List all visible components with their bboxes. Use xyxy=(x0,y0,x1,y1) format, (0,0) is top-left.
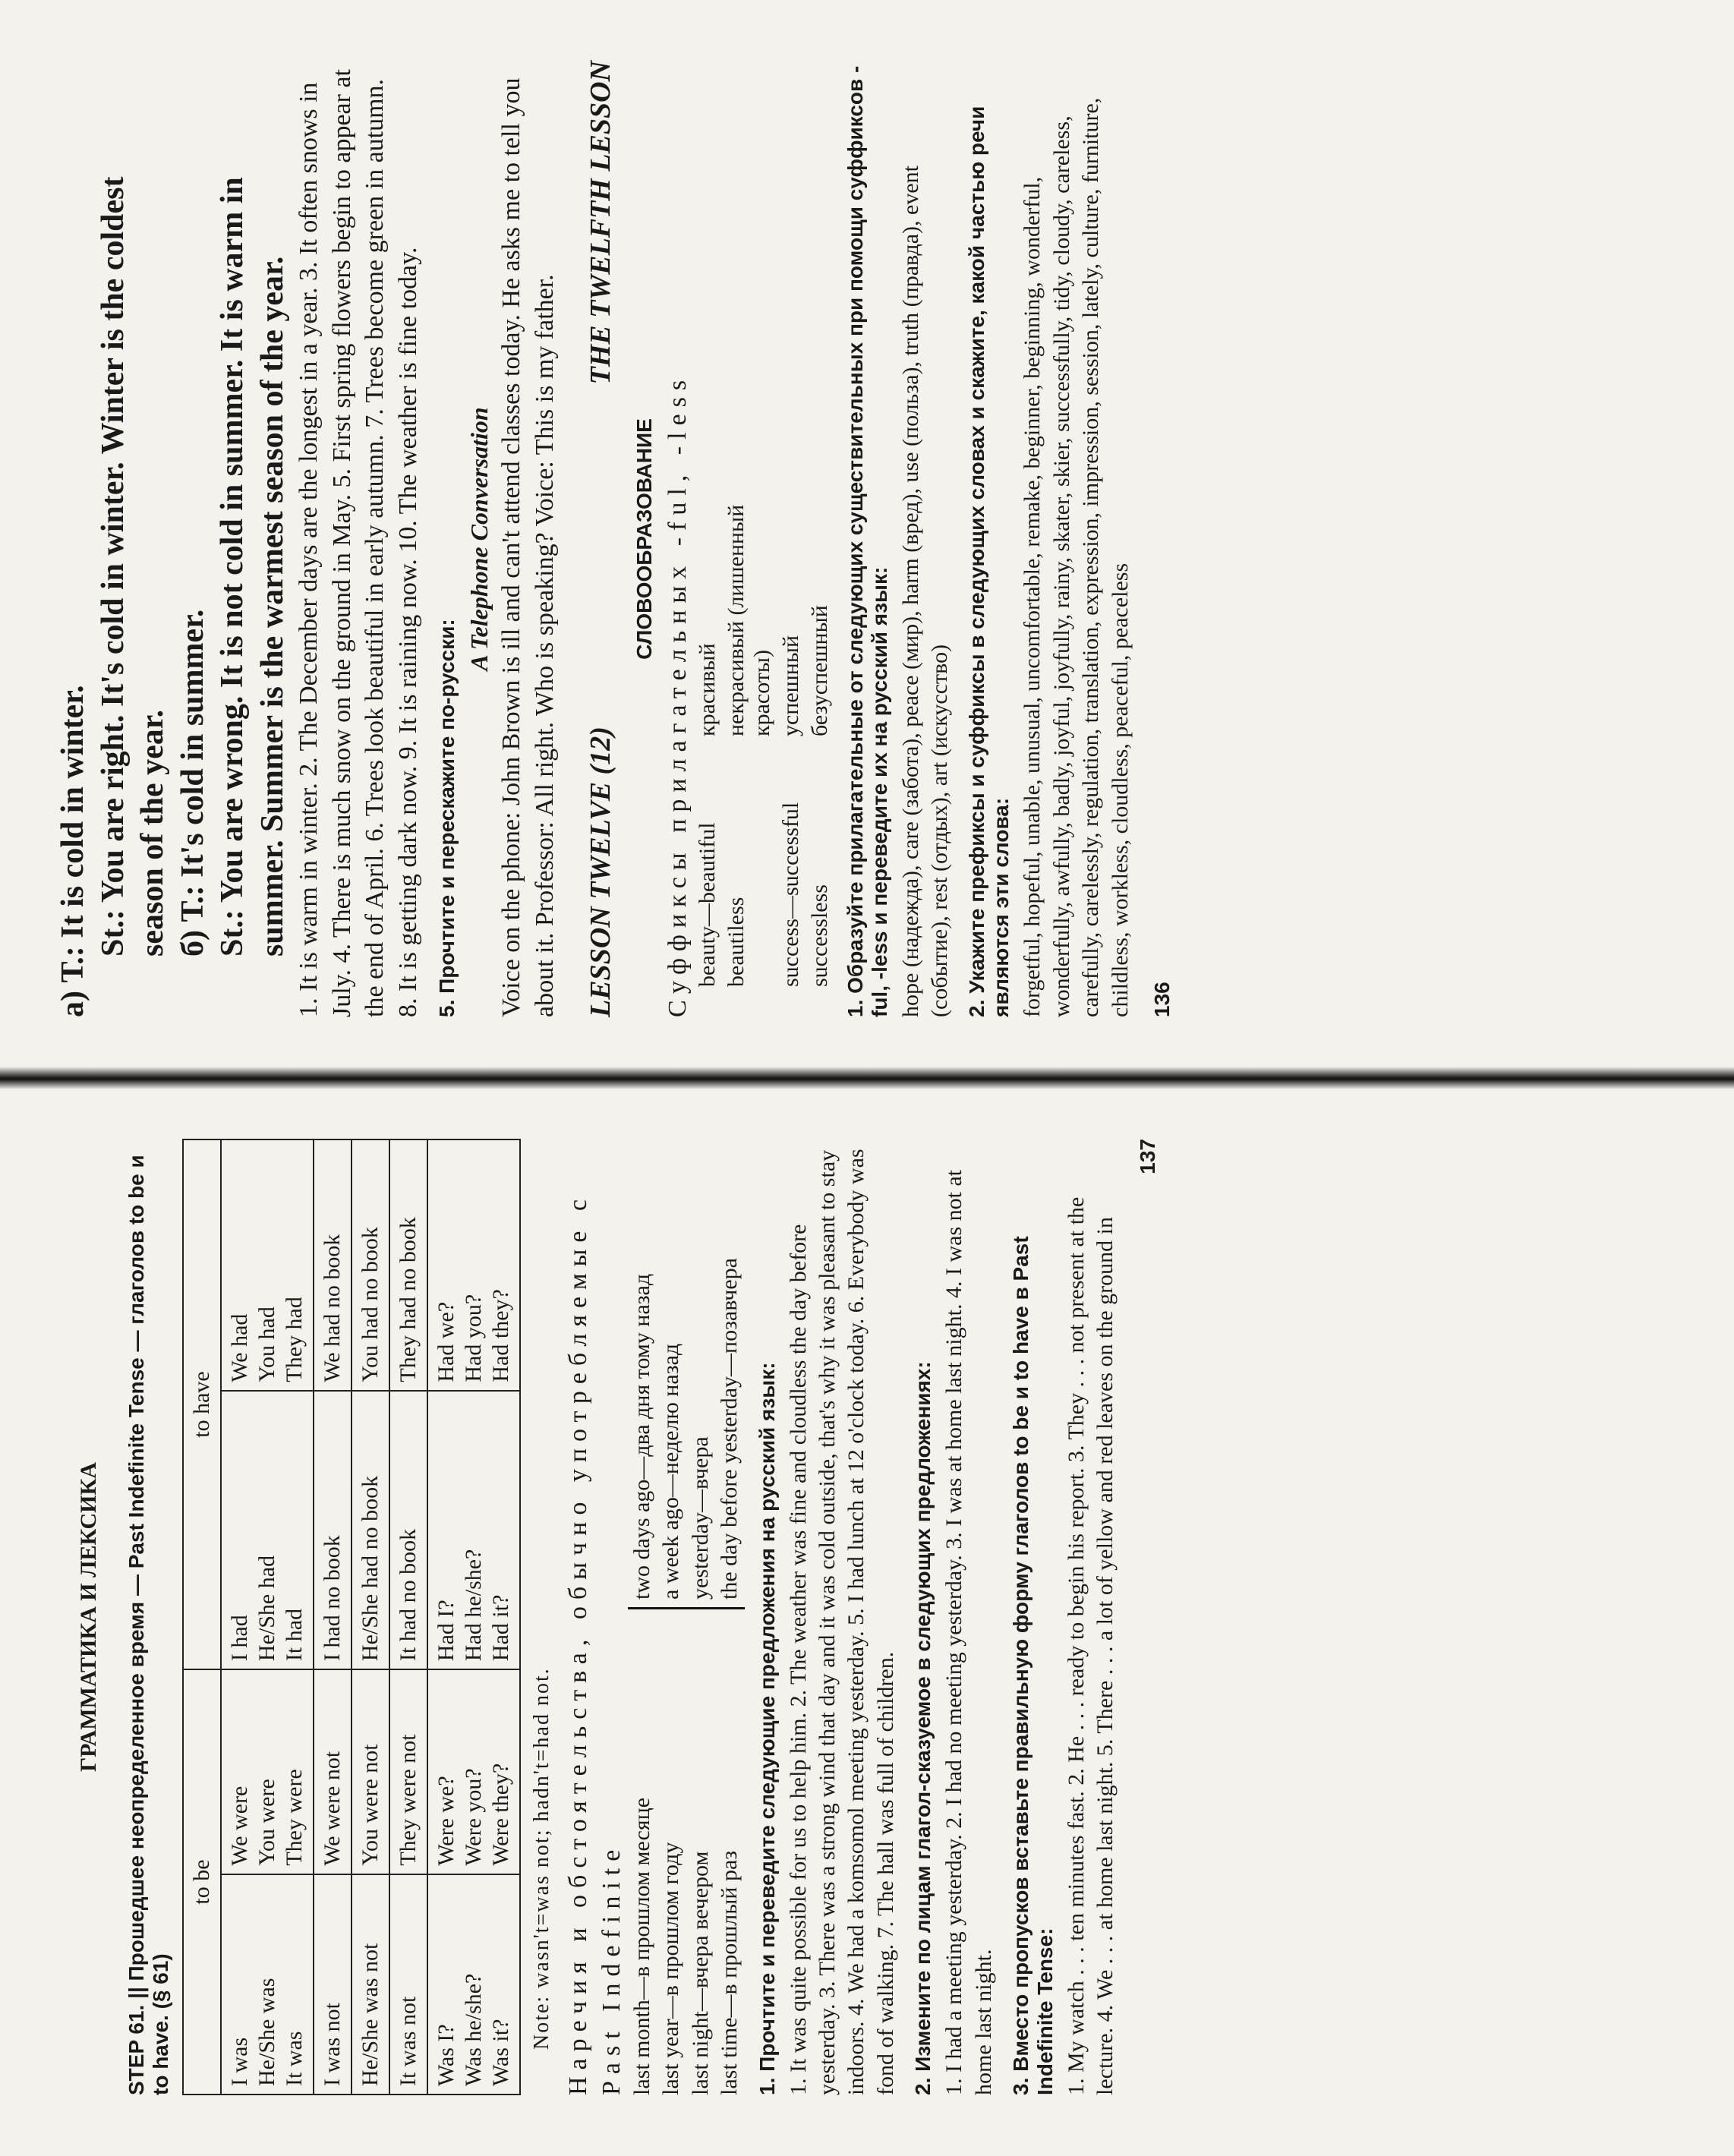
word-ru: безуспешный xyxy=(806,605,832,736)
table-cell: I was He/She was It was xyxy=(221,1874,314,2095)
p137-ex3-body: 1. My watch . . . ten minutes fast. 2. He . . . ready to begin his report. 3. They . . . not present at the lecture. 4. We . . . at home last night. 5. There . . . a lot of yellow and red leaves on the ground in xyxy=(1063,1196,1118,2095)
word-ru: успешный xyxy=(777,635,803,736)
telephone-title: A Telephone Conversation xyxy=(465,407,493,671)
ex-a-line1: а) Т.: It is cold in winter. xyxy=(55,685,90,1017)
table-cell: We had You had They had xyxy=(221,1139,314,1391)
ex-b-line2: St.: You are wrong. It is not cold in summer. It is warm in xyxy=(215,177,250,957)
table-cell: Had we? Had you? Had they? xyxy=(427,1139,520,1391)
lesson-title-right: THE TWELFTH LESSON xyxy=(585,61,617,385)
adverb-item: last time—в прошлый раз xyxy=(717,1850,742,2095)
table-row xyxy=(314,1139,352,2095)
adverb-item: yesterday—вчера xyxy=(687,1436,713,1600)
table-row xyxy=(221,1139,314,2095)
note: Note: wasn't=was not; hadn't=had not. xyxy=(530,1667,553,2050)
ex2-body: forgetful, hopeful, unable, unusual, uncomfortable, remake, beginner, beginning, wonderful, wonderfully, awfully, badly, joyful, joyfully, rainy, skater, skier, successfully, tidy, cloudy, careless, carefully, carelessly, regulation, translation, expression, impression, session, lately, culture, furniture, childless, workless, cloudless, peaceful, peaceless xyxy=(1020,97,1133,1017)
p137-ex1-header: 1. Прочтите и переведите следующие предложения на русский язык: xyxy=(755,1362,779,2095)
p137-ex3-header: 3. Вместо пропусков вставьте правильную форму глаголов to be и to have в Past Indefinite Tense: xyxy=(1008,1236,1057,2095)
ex1-header: 1. Образуйте прилагательные от следующих существительных при помощи суффиксов -ful, -less и переведите их на русский язык: xyxy=(843,65,891,1017)
p137-ex2-body: 1. I had a meeting yesterday. 2. I had no meeting yesterday. 3. I was at home last night. 4. I was not at home last night. xyxy=(941,1169,996,2095)
word-ru: некрасивый (лишенный красоты) xyxy=(723,504,774,736)
word-en: success—successful xyxy=(777,802,803,987)
adverb-item: two days ago—два дня тому назад xyxy=(629,1273,655,1600)
adverbs-left-column xyxy=(628,1625,745,2095)
table-cell: You had no book xyxy=(352,1139,389,1391)
ex-a-line3: season of the year. xyxy=(135,709,170,957)
ex5-header: 5. Прочтите и перескажите по-русски: xyxy=(435,619,459,1017)
word-formation-title: СЛОВООБРАЗОВАНИЕ xyxy=(632,418,657,660)
adverb-item: the day before yesterday—позавчера xyxy=(717,1258,742,1600)
table-cell: He/She was not xyxy=(352,1874,389,2095)
ex-b-line1: б) Т.: It's cold in summer. xyxy=(175,609,210,957)
running-head: ГРАММАТИКА И ЛЕКСИКА xyxy=(76,1462,101,1772)
telephone-text: Voice on the phone: John Brown is ill and can't attend classes today. He asks me to tell you about it. Professor: All right. Who is speaking? Voice: This is my father. xyxy=(497,77,559,1017)
table-header-row xyxy=(183,1139,221,2095)
page-137 xyxy=(0,1078,1734,2156)
word-en: beauty—beautiful xyxy=(694,822,720,987)
adverbs-list xyxy=(628,1139,745,2095)
table-header-to-be: to be xyxy=(183,1669,221,2095)
word-en: beautiless xyxy=(723,897,749,987)
table-cell: He/She had no book xyxy=(352,1391,389,1669)
table-cell: We were not xyxy=(314,1669,352,1874)
table-cell: I had He/She had It had xyxy=(221,1391,314,1669)
page-137-content xyxy=(0,1078,1734,2156)
lesson-title-row xyxy=(584,61,617,1017)
table-row xyxy=(427,1139,520,2095)
table-cell: I was not xyxy=(314,1874,352,2095)
page-number: 137 xyxy=(1135,1139,1159,1174)
ex-a-line2: St.: You are right. It's cold in winter. Winter is the coldest xyxy=(95,176,131,957)
adverbs-right-column xyxy=(628,1139,745,1609)
adverbs-title: Наречия и обстоятельства, обычно употребляемые с Past Indefinite xyxy=(564,1192,626,2095)
adverb-item: a week ago—неделю назад xyxy=(658,1343,684,1600)
word-ru: красивый xyxy=(694,643,720,736)
table-cell: We were You were They were xyxy=(221,1669,314,1874)
page-number: 136 xyxy=(1149,982,1174,1017)
p137-ex1-body: 1. It was quite possible for us to help him. 2. The weather was fine and cloudless the day before yesterday. 3. There was a strong wind that day and it was cold outside, that's why it was pleasant to stay indoors. 4. We had a komsomol meeting yesterday. 5. I had lunch at 12 o'clock today. 6. Everybody was fond of walking. 7. The hall was full of children. xyxy=(785,1149,898,2095)
verb-table xyxy=(182,1139,521,2095)
ex-b-body: 1. It is warm in winter. 2. The December days are the longest in a year. 3. It often snows in July. 4. There is much snow on the ground in May. 5. First spring flowers begin to appear at the end of April. 6. Trees look beautiful in early autumn. 7. Trees become green in autumn. 8. It is getting dark now. 9. It is raining now. 10. The weather is fine today. xyxy=(295,69,422,1017)
word-en: successless xyxy=(806,884,832,987)
ex2-header: 2. Укажите префиксы и суффиксы в следующих словах и скажите, какой частью речи являются эти слова: xyxy=(965,106,1014,1017)
table-cell: They had no book xyxy=(389,1139,427,1391)
ex-b-line3: summer. Summer is the warmest season of the year. xyxy=(254,256,290,957)
table-cell: It was not xyxy=(389,1874,427,2095)
lesson-title-left: LESSON TWELVE (12) xyxy=(585,727,617,1017)
adverb-item: last night—вчера вечером xyxy=(687,1851,713,2095)
table-cell: You were not xyxy=(352,1669,389,1874)
table-cell: Were we? Were you? Were they? xyxy=(427,1669,520,1874)
p137-ex2-header: 2. Измените по лицам глагол-сказуемое в следующих предложениях: xyxy=(911,1361,935,2095)
suffix-title: Суффиксы прилагательных -ful, -less xyxy=(664,373,692,1017)
table-cell: Had I? Had he/she? Had it? xyxy=(427,1391,520,1669)
table-row xyxy=(389,1139,427,2095)
step-title: STEP 61. || Прошедшее неопределенное время — Past Indefinite Tense — глаголов to be и to have. (§ 61) xyxy=(125,1155,172,2095)
table-cell: We had no book xyxy=(314,1139,352,1391)
table-cell: They were not xyxy=(389,1669,427,1874)
table-header-to-have: to have xyxy=(183,1139,221,1669)
adverb-item: last month—в прошлом месяце xyxy=(629,1797,655,2095)
word-list xyxy=(695,61,833,1017)
ex1-body: hope (надежда), care (забота), peace (мир), harm (вред), use (польза), truth (правда), event (событие), rest (отдых), art (искусство) xyxy=(897,165,952,1017)
table-cell: I had no book xyxy=(314,1391,352,1669)
adverb-item: last year—в прошлом году xyxy=(658,1842,684,2095)
table-row xyxy=(352,1139,389,2095)
table-cell: It had no book xyxy=(389,1391,427,1669)
table-cell: Was I? Was he/she? Was it? xyxy=(427,1874,520,2095)
